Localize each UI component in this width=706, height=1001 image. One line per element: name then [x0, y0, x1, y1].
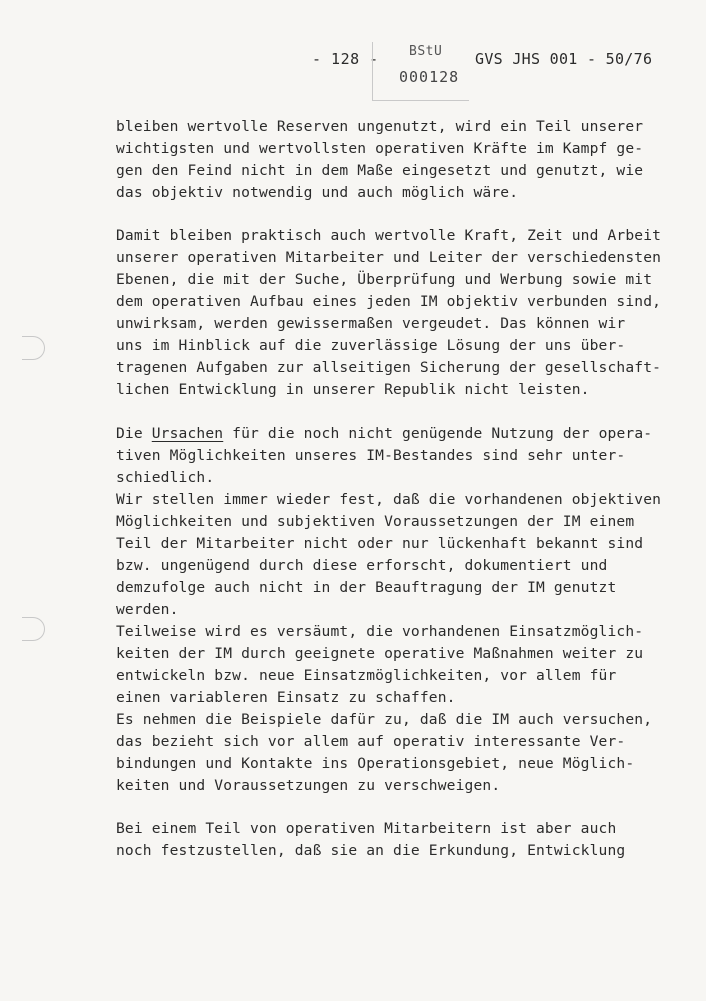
document-reference: GVS JHS 001 - 50/76	[475, 50, 653, 68]
text-line: wichtigsten und wertvollsten operativen Kräfte im Kampf ge-	[116, 140, 644, 157]
text-line: noch festzustellen, daß sie an die Erkundung, Entwicklung	[116, 842, 626, 859]
text-line: entwickeln bzw. neue Einsatzmöglichkeiten, vor allem für	[116, 667, 617, 684]
stamp-number: 000128	[399, 68, 460, 86]
text-line: uns im Hinblick auf die zuverlässige Lösung der uns über-	[116, 337, 626, 354]
text-line: einen variableren Einsatz zu schaffen.	[116, 689, 456, 706]
text-line: tragenen Aufgaben zur allseitigen Sicherung der gesellschaft-	[116, 359, 662, 376]
text-line: werden.	[116, 601, 179, 618]
text-line: Ebenen, die mit der Suche, Überprüfung und Werbung sowie mit	[116, 271, 653, 288]
text-segment: Die	[116, 425, 152, 442]
text-line: tiven Möglichkeiten unseres IM-Bestandes sind sehr unter-	[116, 447, 626, 464]
text-line: unwirksam, werden gewissermaßen vergeudet. Das können wir	[116, 315, 626, 332]
text-line: keiten und Voraussetzungen zu verschweigen.	[116, 777, 501, 794]
text-line: dem operativen Aufbau eines jeden IM objektiv verbunden sind,	[116, 293, 662, 310]
text-line: keiten der IM durch geeignete operative Maßnahmen weiter zu	[116, 645, 644, 662]
text-line: Damit bleiben praktisch auch wertvolle Kraft, Zeit und Arbeit	[116, 227, 662, 244]
text-line: schiedlich.	[116, 469, 215, 486]
text-line-with-underline	[116, 423, 652, 445]
text-line: Bei einem Teil von operativen Mitarbeitern ist aber auch	[116, 820, 617, 837]
text-line: bindungen und Kontakte ins Operationsgebiet, neue Möglich-	[116, 755, 635, 772]
text-segment: für die noch nicht genügende Nutzung der opera-	[223, 425, 653, 442]
underlined-word: Ursachen	[151, 425, 224, 442]
text-line: Es nehmen die Beispiele dafür zu, daß die IM auch versuchen,	[116, 711, 653, 728]
text-line: Wir stellen immer wieder fest, daß die vorhandenen objektiven	[116, 491, 662, 508]
text-line: das objektiv notwendig und auch möglich wäre.	[116, 184, 519, 201]
text-line: Teil der Mitarbeiter nicht oder nur lückenhaft bekannt sind	[116, 535, 644, 552]
text-line: das bezieht sich vor allem auf operativ interessante Ver-	[116, 733, 626, 750]
text-line: Teilweise wird es versäumt, die vorhandenen Einsatzmöglich-	[116, 623, 644, 640]
text-line: Möglichkeiten und subjektiven Voraussetzungen der IM einem	[116, 513, 635, 530]
text-line: lichen Entwicklung in unserer Republik nicht leisten.	[116, 381, 590, 398]
text-line: unserer operativen Mitarbeiter und Leiter der verschiedensten	[116, 249, 662, 266]
punch-hole-mark	[22, 336, 45, 360]
text-line: gen den Feind nicht in dem Maße eingesetzt und genutzt, wie	[116, 162, 644, 179]
punch-hole-mark	[22, 617, 45, 641]
page-number: - 128 -	[312, 50, 379, 68]
text-line: bzw. ungenügend durch diese erforscht, dokumentiert und	[116, 557, 608, 574]
stamp-label: BStU	[409, 44, 443, 59]
text-line: bleiben wertvolle Reserven ungenutzt, wird ein Teil unserer	[116, 118, 644, 135]
text-line: demzufolge auch nicht in der Beauftragung der IM genutzt	[116, 579, 617, 596]
archive-stamp	[372, 42, 469, 101]
